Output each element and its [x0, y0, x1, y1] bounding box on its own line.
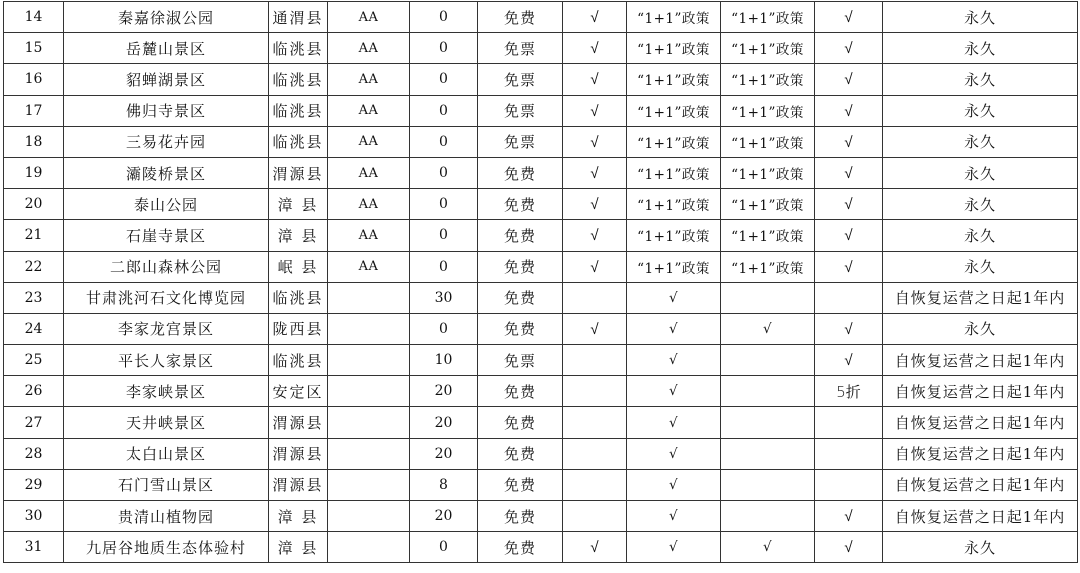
cell-level: AA [328, 189, 410, 220]
table-row [4, 345, 1078, 376]
cell-number: 29 [4, 469, 64, 500]
cell-policy-1: “1+1”政策 [627, 251, 721, 282]
cell-policy-2: “1+1”政策 [721, 220, 815, 251]
cell-mark-1: √ [563, 189, 627, 220]
cell-scenic-name: 太白山景区 [64, 438, 269, 469]
cell-policy-2: √ [721, 532, 815, 563]
cell-price: 0 [410, 2, 478, 33]
cell-policy-1: √ [627, 282, 721, 313]
cell-level [328, 282, 410, 313]
cell-mark-1 [563, 282, 627, 313]
cell-scenic-name: 平长人家景区 [64, 345, 269, 376]
cell-policy-2 [721, 376, 815, 407]
cell-mark-1 [563, 469, 627, 500]
cell-mark-2: √ [815, 345, 883, 376]
cell-validity: 自恢复运营之日起1年内 [883, 345, 1078, 376]
cell-level: AA [328, 220, 410, 251]
cell-level: AA [328, 157, 410, 188]
cell-policy-2 [721, 282, 815, 313]
cell-validity: 永久 [883, 532, 1078, 563]
cell-mark-2: √ [815, 33, 883, 64]
cell-number: 31 [4, 532, 64, 563]
cell-validity: 永久 [883, 251, 1078, 282]
cell-number: 14 [4, 2, 64, 33]
table-row [4, 407, 1078, 438]
cell-price: 20 [410, 501, 478, 532]
table-row [4, 438, 1078, 469]
cell-validity: 自恢复运营之日起1年内 [883, 407, 1078, 438]
cell-level [328, 313, 410, 344]
cell-ticket-policy: 免费 [478, 532, 563, 563]
cell-price: 20 [410, 376, 478, 407]
cell-level [328, 407, 410, 438]
table-row [4, 313, 1078, 344]
cell-level: AA [328, 64, 410, 95]
cell-policy-1: √ [627, 469, 721, 500]
cell-county: 渭源县 [269, 407, 328, 438]
cell-validity: 永久 [883, 220, 1078, 251]
cell-policy-1: √ [627, 438, 721, 469]
cell-policy-2: “1+1”政策 [721, 64, 815, 95]
cell-ticket-policy: 免费 [478, 220, 563, 251]
cell-level [328, 501, 410, 532]
cell-mark-1: √ [563, 220, 627, 251]
cell-price: 0 [410, 189, 478, 220]
cell-price: 30 [410, 282, 478, 313]
cell-mark-2: √ [815, 95, 883, 126]
cell-price: 20 [410, 438, 478, 469]
cell-mark-1 [563, 376, 627, 407]
scenic-spots-table [3, 1, 1078, 563]
cell-ticket-policy: 免费 [478, 282, 563, 313]
cell-county: 临洮县 [269, 345, 328, 376]
cell-mark-2 [815, 282, 883, 313]
cell-policy-1: “1+1”政策 [627, 157, 721, 188]
cell-mark-2: √ [815, 157, 883, 188]
cell-county: 临洮县 [269, 126, 328, 157]
cell-price: 0 [410, 313, 478, 344]
cell-mark-1 [563, 501, 627, 532]
cell-policy-2 [721, 438, 815, 469]
cell-county: 漳 县 [269, 220, 328, 251]
cell-price: 0 [410, 95, 478, 126]
cell-number: 23 [4, 282, 64, 313]
cell-scenic-name: 泰山公园 [64, 189, 269, 220]
cell-scenic-name: 二郎山森林公园 [64, 251, 269, 282]
cell-scenic-name: 九居谷地质生态体验村 [64, 532, 269, 563]
table-row [4, 282, 1078, 313]
cell-number: 25 [4, 345, 64, 376]
cell-mark-2: √ [815, 220, 883, 251]
cell-number: 17 [4, 95, 64, 126]
cell-ticket-policy: 免票 [478, 126, 563, 157]
cell-scenic-name: 秦嘉徐淑公园 [64, 2, 269, 33]
cell-scenic-name: 岳麓山景区 [64, 33, 269, 64]
cell-county: 临洮县 [269, 282, 328, 313]
cell-ticket-policy: 免票 [478, 95, 563, 126]
cell-number: 24 [4, 313, 64, 344]
cell-mark-2: √ [815, 251, 883, 282]
cell-county: 渭源县 [269, 469, 328, 500]
cell-number: 22 [4, 251, 64, 282]
cell-price: 0 [410, 220, 478, 251]
cell-policy-2: “1+1”政策 [721, 126, 815, 157]
cell-mark-2: √ [815, 501, 883, 532]
cell-validity: 永久 [883, 95, 1078, 126]
cell-mark-1 [563, 438, 627, 469]
cell-county: 渭源县 [269, 157, 328, 188]
cell-mark-2: √ [815, 126, 883, 157]
cell-level: AA [328, 2, 410, 33]
cell-mark-1: √ [563, 157, 627, 188]
table-body [4, 2, 1078, 563]
cell-validity: 永久 [883, 64, 1078, 95]
cell-scenic-name: 貂蝉湖景区 [64, 64, 269, 95]
cell-policy-1: √ [627, 407, 721, 438]
cell-policy-2 [721, 469, 815, 500]
cell-ticket-policy: 免票 [478, 345, 563, 376]
cell-mark-1: √ [563, 2, 627, 33]
cell-policy-1: √ [627, 501, 721, 532]
cell-policy-2: “1+1”政策 [721, 189, 815, 220]
cell-mark-1: √ [563, 33, 627, 64]
cell-level [328, 376, 410, 407]
cell-county: 漳 县 [269, 189, 328, 220]
cell-policy-2: “1+1”政策 [721, 157, 815, 188]
table-row [4, 532, 1078, 563]
cell-scenic-name: 天井峡景区 [64, 407, 269, 438]
cell-policy-2: “1+1”政策 [721, 2, 815, 33]
cell-scenic-name: 佛归寺景区 [64, 95, 269, 126]
cell-mark-2: √ [815, 2, 883, 33]
cell-level [328, 532, 410, 563]
cell-ticket-policy: 免费 [478, 251, 563, 282]
cell-scenic-name: 李家峡景区 [64, 376, 269, 407]
cell-number: 19 [4, 157, 64, 188]
cell-mark-2: √ [815, 189, 883, 220]
cell-validity: 自恢复运营之日起1年内 [883, 501, 1078, 532]
cell-level: AA [328, 33, 410, 64]
cell-policy-2: “1+1”政策 [721, 95, 815, 126]
cell-ticket-policy: 免票 [478, 33, 563, 64]
cell-number: 18 [4, 126, 64, 157]
cell-ticket-policy: 免费 [478, 2, 563, 33]
cell-ticket-policy: 免费 [478, 157, 563, 188]
cell-county: 安定区 [269, 376, 328, 407]
table-row [4, 64, 1078, 95]
cell-county: 漳 县 [269, 501, 328, 532]
cell-mark-2: √ [815, 64, 883, 95]
cell-validity: 永久 [883, 157, 1078, 188]
table-row [4, 251, 1078, 282]
cell-mark-1 [563, 407, 627, 438]
cell-number: 15 [4, 33, 64, 64]
cell-validity: 永久 [883, 313, 1078, 344]
cell-county: 岷 县 [269, 251, 328, 282]
table-row [4, 501, 1078, 532]
cell-ticket-policy: 免费 [478, 469, 563, 500]
cell-policy-1: “1+1”政策 [627, 33, 721, 64]
cell-mark-2 [815, 469, 883, 500]
cell-mark-2 [815, 438, 883, 469]
cell-scenic-name: 石门雪山景区 [64, 469, 269, 500]
cell-county: 临洮县 [269, 95, 328, 126]
cell-level: AA [328, 95, 410, 126]
cell-ticket-policy: 免票 [478, 64, 563, 95]
cell-number: 16 [4, 64, 64, 95]
cell-mark-2: √ [815, 313, 883, 344]
cell-ticket-policy: 免费 [478, 438, 563, 469]
cell-mark-1: √ [563, 313, 627, 344]
cell-level [328, 469, 410, 500]
cell-county: 漳 县 [269, 532, 328, 563]
cell-validity: 自恢复运营之日起1年内 [883, 282, 1078, 313]
cell-scenic-name: 甘肃洮河石文化博览园 [64, 282, 269, 313]
cell-policy-1: √ [627, 376, 721, 407]
cell-price: 0 [410, 157, 478, 188]
cell-mark-2 [815, 407, 883, 438]
cell-policy-1: “1+1”政策 [627, 95, 721, 126]
cell-mark-1: √ [563, 64, 627, 95]
cell-county: 陇西县 [269, 313, 328, 344]
cell-ticket-policy: 免费 [478, 313, 563, 344]
cell-ticket-policy: 免费 [478, 189, 563, 220]
cell-mark-1: √ [563, 251, 627, 282]
cell-county: 通渭县 [269, 2, 328, 33]
cell-policy-1: √ [627, 532, 721, 563]
cell-validity: 自恢复运营之日起1年内 [883, 376, 1078, 407]
cell-validity: 永久 [883, 126, 1078, 157]
cell-validity: 自恢复运营之日起1年内 [883, 469, 1078, 500]
cell-policy-1: “1+1”政策 [627, 2, 721, 33]
table-row [4, 126, 1078, 157]
table-row [4, 469, 1078, 500]
cell-price: 10 [410, 345, 478, 376]
cell-scenic-name: 贵清山植物园 [64, 501, 269, 532]
cell-number: 28 [4, 438, 64, 469]
cell-price: 20 [410, 407, 478, 438]
table-row [4, 376, 1078, 407]
cell-scenic-name: 三易花卉园 [64, 126, 269, 157]
cell-mark-2: √ [815, 532, 883, 563]
cell-mark-2: 5折 [815, 376, 883, 407]
cell-number: 26 [4, 376, 64, 407]
cell-ticket-policy: 免费 [478, 407, 563, 438]
cell-validity: 自恢复运营之日起1年内 [883, 438, 1078, 469]
cell-price: 0 [410, 532, 478, 563]
cell-ticket-policy: 免费 [478, 501, 563, 532]
cell-policy-1: “1+1”政策 [627, 126, 721, 157]
cell-number: 21 [4, 220, 64, 251]
cell-level [328, 438, 410, 469]
cell-scenic-name: 李家龙宫景区 [64, 313, 269, 344]
cell-mark-1 [563, 345, 627, 376]
cell-validity: 永久 [883, 2, 1078, 33]
cell-level: AA [328, 251, 410, 282]
cell-policy-2: “1+1”政策 [721, 251, 815, 282]
cell-policy-2: “1+1”政策 [721, 33, 815, 64]
cell-county: 临洮县 [269, 64, 328, 95]
cell-price: 0 [410, 33, 478, 64]
cell-mark-1: √ [563, 126, 627, 157]
cell-level: AA [328, 126, 410, 157]
cell-policy-1: “1+1”政策 [627, 189, 721, 220]
cell-county: 渭源县 [269, 438, 328, 469]
cell-price: 0 [410, 251, 478, 282]
table-row [4, 95, 1078, 126]
cell-scenic-name: 石崖寺景区 [64, 220, 269, 251]
cell-mark-1: √ [563, 532, 627, 563]
cell-price: 8 [410, 469, 478, 500]
cell-scenic-name: 灞陵桥景区 [64, 157, 269, 188]
cell-level [328, 345, 410, 376]
cell-number: 30 [4, 501, 64, 532]
cell-policy-2: √ [721, 313, 815, 344]
cell-policy-1: √ [627, 313, 721, 344]
table-row [4, 33, 1078, 64]
table-row [4, 220, 1078, 251]
table-row [4, 157, 1078, 188]
cell-price: 0 [410, 126, 478, 157]
cell-number: 20 [4, 189, 64, 220]
cell-county: 临洮县 [269, 33, 328, 64]
cell-policy-1: “1+1”政策 [627, 220, 721, 251]
cell-policy-1: “1+1”政策 [627, 64, 721, 95]
cell-ticket-policy: 免费 [478, 376, 563, 407]
cell-validity: 永久 [883, 189, 1078, 220]
cell-policy-2 [721, 501, 815, 532]
cell-policy-2 [721, 407, 815, 438]
cell-policy-2 [721, 345, 815, 376]
cell-number: 27 [4, 407, 64, 438]
cell-mark-1: √ [563, 95, 627, 126]
table-row [4, 189, 1078, 220]
cell-policy-1: √ [627, 345, 721, 376]
cell-price: 0 [410, 64, 478, 95]
table-row [4, 2, 1078, 33]
cell-validity: 永久 [883, 33, 1078, 64]
